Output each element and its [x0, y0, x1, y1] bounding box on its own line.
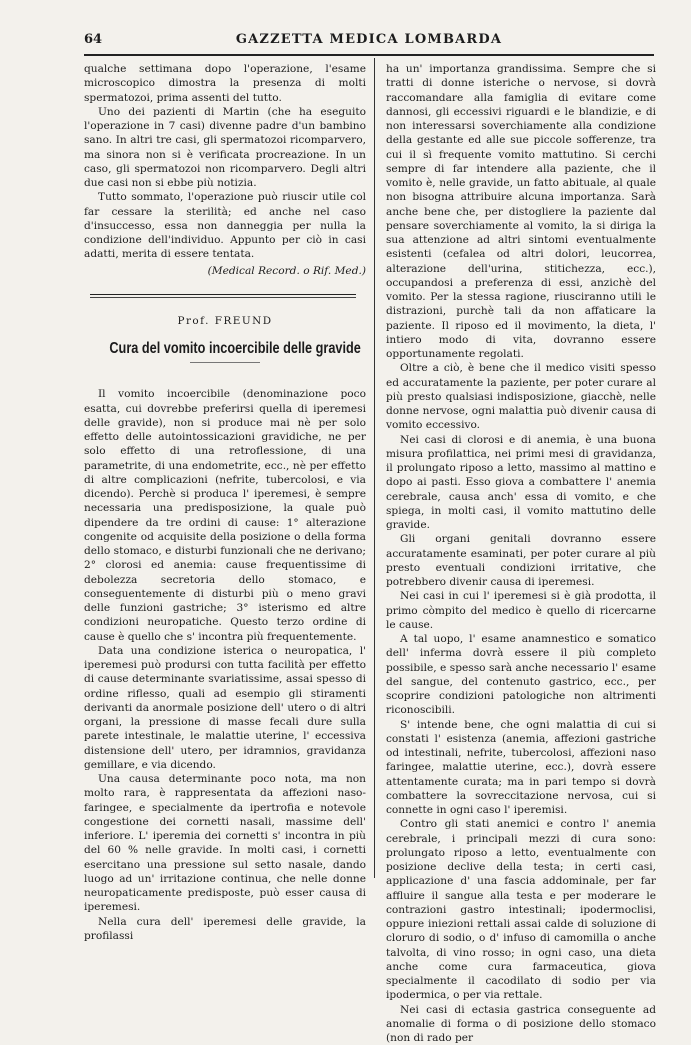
section-rule — [90, 294, 356, 295]
paragraph: S' intende bene, che ogni malattia di cui si constati l' esistenza (anemia, affezioni gastriche od intestinali, nefrite, tubercolosi, affezioni naso faringee, malattie uterine, ecc.), dovrà essere attentamente curata; ma in pari tempo si dovrà combattere la sovreccitazione nervosa, cui si connette in ogni caso l' iperemisi. — [386, 718, 656, 818]
paragraph: Il vomito incoercibile (denominazione poco esatta, cui dovrebbe preferirsi quella di iperemesi delle gravide), non si produce mai nè per solo effetto delle autointossicazioni gravidiche, ne per solo effetto di una retroflessione, di una parametrite, di una endometrite, ecc., nè per effetto di altre complicazioni (nefrite, tubercolosi, e via dicendo). Perchè si produca l' iperemesi, è sempre necessaria una predisposizione, la quale può dipendere da tre ordini di cause: 1° alterazione congenite od acquisite della posizione o della forma dello stomaco, e disturbi funzionali che ne derivano; 2° clorosi ed anemia: cause frequentissime di debolezza secretoria dello stomaco, e conseguentemente di disturbi più o meno gravi delle funzioni gastriche; 3° isterismo ed altre condizioni neuropatiche. Questo terzo ordine di cause è quello che s' incontra più frequentemente. — [84, 387, 366, 644]
paragraph: Gli organi genitali dovranno essere accuratamente esaminati, per poter curare al più presto eventuali condizioni irritative, che potrebbero divenir causa di iperemesi. — [386, 532, 656, 589]
journal-title: GAZZETTA MEDICA LOMBARDA — [84, 32, 654, 47]
column-divider — [374, 58, 375, 878]
paragraph: Nei casi in cui l' iperemesi si è già prodotta, il primo còmpito del medico è quello di ricercarne le cause. — [386, 589, 656, 632]
article-author: Prof. FREUND — [84, 314, 366, 328]
paragraph: A tal uopo, l' esame anamnestico e somatico dell' inferma dovrà essere il più completo possibile, e spesso sarà anche necessario l' esame del sangue, del contenuto gastrico, ecc., per scoprire condizioni patologiche non altrimenti riconoscibili. — [386, 632, 656, 718]
source-citation: (Medical Record. o Rif. Med.) — [84, 264, 366, 278]
paragraph: Contro gli stati anemici e contro l' anemia cerebrale, i principali mezzi di cura sono: prolungato riposo a letto, eventualmente con posizione declive della testa; in certi casi, applicazione d' una fascia addominale, per far affluire il sangue alla testa e per moderare le contrazioni gastro intestinali; ipodermoclisi, oppure iniezioni rettali assai calde di soluzione di cloruro di sodio, o d' infuso di camomilla o anche talvolta, di vino rosso; in ogni caso, una dieta anche come cura farmaceutica, giova specialmente il cacodilato di sodio per via ipodermica, o per via rettale. — [386, 817, 656, 1002]
paragraph: Uno dei pazienti di Martin (che ha eseguito l'operazione in 7 casi) divenne padre d'un bambino sano. In altri tre casi, gli spermatozoi ricomparvero, ma sinora non si è verificata procreazione. In un caso, gli spermatozoi non ricomparvero. Degli altri due casi non si ebbe più notizia. — [84, 105, 366, 191]
right-column — [386, 62, 656, 1045]
paragraph: Nei casi di clorosi e di anemia, è una buona misura profilattica, nei primi mesi di gravidanza, il prolungato riposo a letto, massimo al mattino e dopo ai pasti. Esso giova a combattere l' anemia cerebrale, causa anch' essa di vomito, e che spiega, in molti casi, il vomito mattutino delle gravide. — [386, 433, 656, 533]
paragraph: Nella cura dell' iperemesi delle gravide, la profilassi — [84, 915, 366, 944]
paragraph: Oltre a ciò, è bene che il medico visiti spesso ed accuratamente la paziente, per poter curare al più presto qualsiasi indisposizione, giacchè, nelle donne nervose, ogni malattia può divenir causa di vomito eccessivo. — [386, 361, 656, 432]
paragraph: Nei casi di ectasia gastrica conseguente ad anomalie di forma o di posizione dello stomaco (non di rado per — [386, 1003, 656, 1045]
header-rule — [84, 54, 654, 56]
title-rule — [190, 362, 260, 363]
section-rule-thin — [90, 297, 356, 298]
paragraph: qualche settimana dopo l'operazione, l'esame microscopico dimostra la presenza di molti spermatozoi, prima assenti del tutto. — [84, 62, 366, 105]
paragraph: Data una condizione isterica o neuropatica, l' iperemesi può prodursi con tutta facilità per effetto di cause determinante svariatissime, assai spesso di ordine riflesso, quali ad esempio gli stiramenti derivanti da anormale posizione dell' utero o di altri organi, la pressione di masse fecali dure sulla parete intestinale, le malattie uterine, l' eccessiva distensione dell' utero, per idramnios, gravidanza gemillare, e via dicendo. — [84, 644, 366, 772]
paragraph: Tutto sommato, l'operazione può riuscir utile col far cessare la sterilità; ed anche nel caso d'insuccesso, essa non danneggia per nulla la condizione dell'individuo. Appunto per ciò in casi adatti, merita di essere tentata. — [84, 190, 366, 261]
paragraph: ha un' importanza grandissima. Sempre che si tratti di donne isteriche o nervose, si dovrà raccomandare alla famiglia di evitare come dannosi, gli eccessivi riguardi e le blandizie, e di non interessarsi soverchiamente alla condizione della gestante ed alle sue piccole sofferenze, tra cui il sì frequente vomito mattutino. Si cerchi sempre di far intendere alla paziente, che il vomito è, nelle gravide, un fatto abituale, al quale non bisogna attribuire alcuna importanza. Sarà anche bene che, per distogliere la paziente dal pensare soverchiamente al vomito, la si diriga la sua attenzione ad altri sintomi eventualmente esistenti (cefalea od altri dolori, leucorrea, alterazione dell'urina, stitichezza, ecc.), occupandosi a preferenza di essi, anzichè del vomito. Per la stessa ragione, riusciranno utili le distrazioni, purchè tali da non affaticare la paziente. Il riposo ed il movimento, la dieta, l' intiero modo di vita, dovranno essere opportunamente regolati. — [386, 62, 656, 361]
page-header — [84, 32, 654, 52]
paragraph: Una causa determinante poco nota, ma non molto rara, è rappresentata da affezioni naso-faringee, e specialmente da ipertrofia e notevole congestione dei cornetti nasali, massime dell' inferiore. L' iperemia dei cornetti s' incontra in più del 60 % nelle gravide. In molti casi, i cornetti esercitano una pressione sul setto nasale, dando luogo ad un' irritazione continua, che nelle donne neuropaticamente predisposte, può esser causa di iperemesi. — [84, 772, 366, 915]
page-number: 64 — [84, 32, 102, 47]
article-title: Cura del vomito incoercibile delle gravide — [109, 342, 340, 356]
left-column — [84, 62, 366, 943]
